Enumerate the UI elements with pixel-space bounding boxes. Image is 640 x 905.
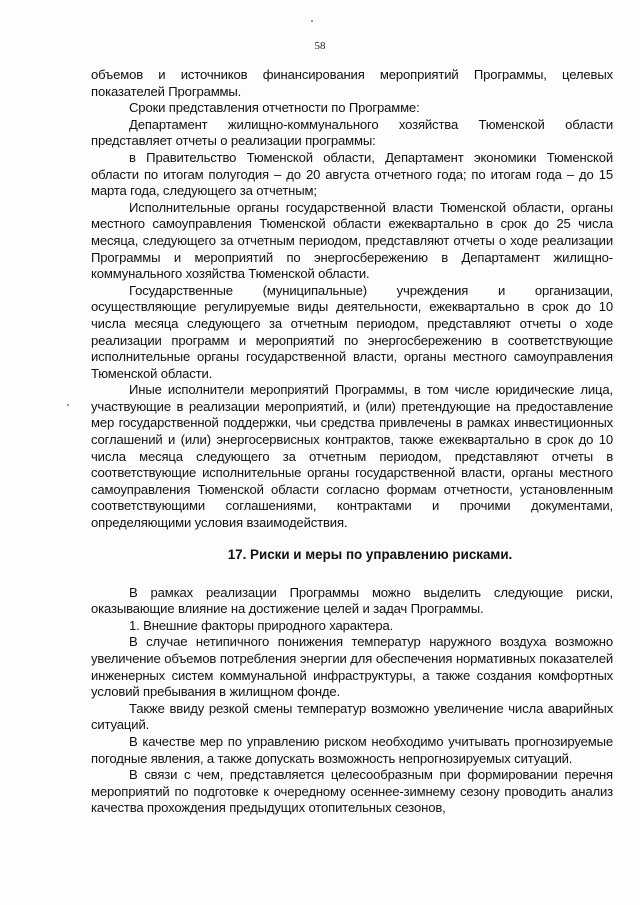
section-heading: 17. Риски и меры по управлению рисками. bbox=[227, 546, 513, 562]
paragraph: в Правительство Тюменской области, Департамент экономики Тюменской области по итогам полугодия – до 20 августа отчетного года; по итогам года – до 15 марта года, следующего за отчетным; bbox=[91, 149, 613, 199]
paragraph: В рамках реализации Программы можно выделить следующие риски, оказывающие влияние на достижение целей и задач Программы. bbox=[91, 584, 613, 617]
paragraph: Исполнительные органы государственной власти Тюменской области, органы местного самоуправления Тюменской области ежеквартально в срок до 25 числа месяца, следующего за отчетным периодом, представляют отчеты о ходе реализации Программы и мероприятий по энергосбережению в Департамент жилищно-коммунального хозяйства Тюменской области. bbox=[91, 199, 613, 282]
scan-speck bbox=[311, 20, 313, 22]
paragraph: В связи с чем, представляется целесообразным при формировании перечня мероприятий по подготовке к очередному осеннее-зимнему сезону проводить анализ качества прохождения предыдущих отопительных сезонов, bbox=[91, 767, 613, 816]
paragraph: Сроки представления отчетности по Программе: bbox=[129, 100, 420, 116]
paragraph: В случае нетипичного понижения температур наружного воздуха возможно увеличение объемов потребления энергии для обеспечения нормативных показателей инженерных систем коммунальной инфраструктуры, а также создания комфортных условий пребывания в жилищном фонде. bbox=[91, 634, 613, 700]
scan-speck bbox=[67, 404, 69, 406]
paragraph: объемов и источников финансирования мероприятий Программы, целевых показателей Программы. bbox=[91, 67, 613, 99]
page-number: 58 bbox=[314, 40, 326, 52]
paragraph: Государственные (муниципальные) учреждения и организации, осуществляющие регулируемые виды деятельности, ежеквартально в срок до 10 числа месяца следующего за отчетным периодом, представляют отчеты о ходе реализации программ и мероприятий по энергосбережению в соответствующие исполнительные органы государственной власти, органы местного самоуправления Тюменской области. bbox=[91, 282, 613, 381]
paragraph: Департамент жилищно-коммунального хозяйства Тюменской области представляет отчеты о реализации программы: bbox=[91, 116, 613, 149]
paragraph: 1. Внешние факторы природного характера. bbox=[129, 617, 394, 633]
document-body bbox=[91, 67, 613, 817]
paragraph: В качестве мер по управлению риском необходимо учитывать прогнозируемые погодные явления, а также допускать возможность непрогнозируемых ситуаций. bbox=[91, 733, 613, 766]
paragraph: Также ввиду резкой смены температур возможно увеличение числа аварийных ситуаций. bbox=[91, 700, 613, 733]
paragraph: Иные исполнители мероприятий Программы, в том числе юридические лица, участвующие в реализации мероприятий, и (или) претендующие на предоставление мер государственной поддержки, чьи средства привлечены в рамках инвестиционных соглашений и (или) энергосервисных контрактов, также ежеквартально в срок до 10 числа месяца следующего за отчетным периодом, представляют отчеты в соответствующие исполнительные органы государственной власти, органы местного самоуправления Тюменской области согласно формам отчетности, установленным соответствующими соглашениями, контрактами и прочими документами, определяющими условия взаимодействия. bbox=[91, 382, 613, 531]
